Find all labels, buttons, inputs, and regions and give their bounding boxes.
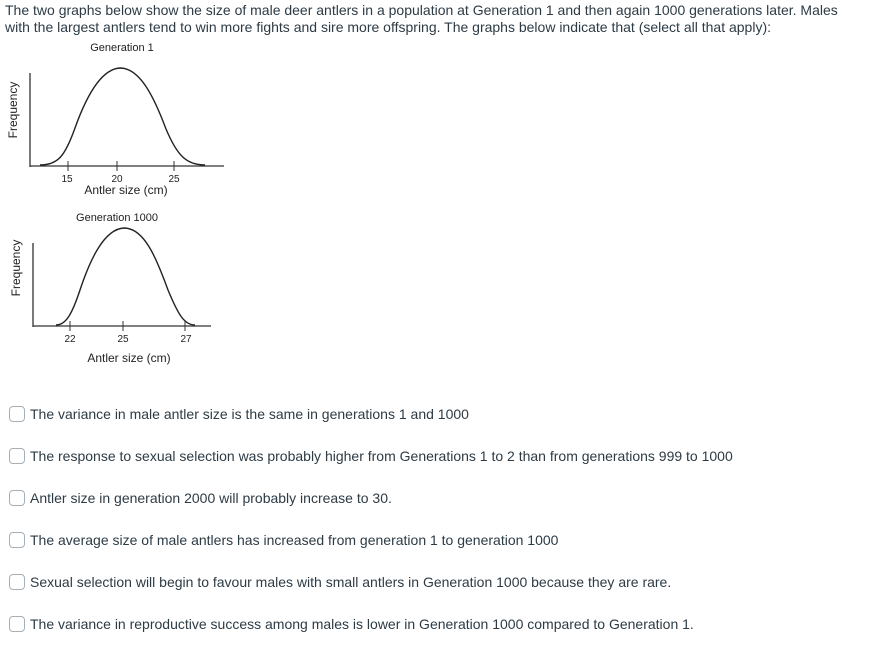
answer-option-4[interactable] bbox=[9, 529, 558, 551]
y-axis-label: Frequency bbox=[9, 239, 23, 297]
answer-checkbox[interactable] bbox=[9, 574, 25, 590]
answer-option-6[interactable] bbox=[9, 613, 694, 635]
answer-checkbox[interactable] bbox=[9, 616, 25, 632]
chart-generation-1 bbox=[6, 42, 224, 197]
answer-option-5[interactable] bbox=[9, 571, 671, 593]
chart-title: Generation 1000 bbox=[76, 212, 158, 224]
x-tick-label: 25 bbox=[168, 174, 180, 185]
answer-label: Sexual selection will begin to favour males with small antlers in Generation 1000 because they are rare. bbox=[30, 574, 672, 590]
answer-label: The average size of male antlers has increased from generation 1 to generation 1000 bbox=[30, 532, 559, 548]
chart-generation-1000 bbox=[9, 212, 211, 365]
answer-option-2[interactable] bbox=[9, 445, 733, 467]
x-tick-label: 20 bbox=[111, 174, 123, 185]
x-axis-label: Antler size (cm) bbox=[84, 183, 168, 197]
answer-label: The variance in reproductive success among males is lower in Generation 1000 compared to Generation 1. bbox=[30, 616, 694, 632]
question-text: The two graphs below show the size of male deer antlers in a population at Generation 1 and then again 1000 generations later. Males with the largest antlers tend to win more fights and sire more offspring. The graphs below indicate that (select all that apply): bbox=[5, 2, 838, 35]
x-axis-label: Antler size (cm) bbox=[87, 351, 171, 365]
answer-checkbox[interactable] bbox=[9, 406, 25, 422]
answer-option-1[interactable] bbox=[9, 403, 469, 425]
x-tick-label: 15 bbox=[61, 174, 73, 185]
answer-checkbox[interactable] bbox=[9, 490, 25, 506]
answer-label: The variance in male antler size is the same in generations 1 and 1000 bbox=[30, 406, 469, 422]
x-tick-label: 25 bbox=[117, 334, 129, 345]
frequency-curve bbox=[56, 228, 195, 325]
x-tick-label: 27 bbox=[180, 334, 192, 345]
x-tick-label: 22 bbox=[64, 334, 76, 345]
answer-label: Antler size in generation 2000 will probably increase to 30. bbox=[30, 490, 392, 506]
y-axis-label: Frequency bbox=[6, 81, 20, 139]
answer-label: The response to sexual selection was probably higher from Generations 1 to 2 than from generations 999 to 1000 bbox=[30, 448, 733, 464]
answer-checkbox[interactable] bbox=[9, 532, 25, 548]
frequency-curve bbox=[40, 68, 205, 165]
chart-title: Generation 1 bbox=[90, 42, 154, 54]
answer-checkbox[interactable] bbox=[9, 448, 25, 464]
answer-option-3[interactable] bbox=[9, 487, 392, 509]
